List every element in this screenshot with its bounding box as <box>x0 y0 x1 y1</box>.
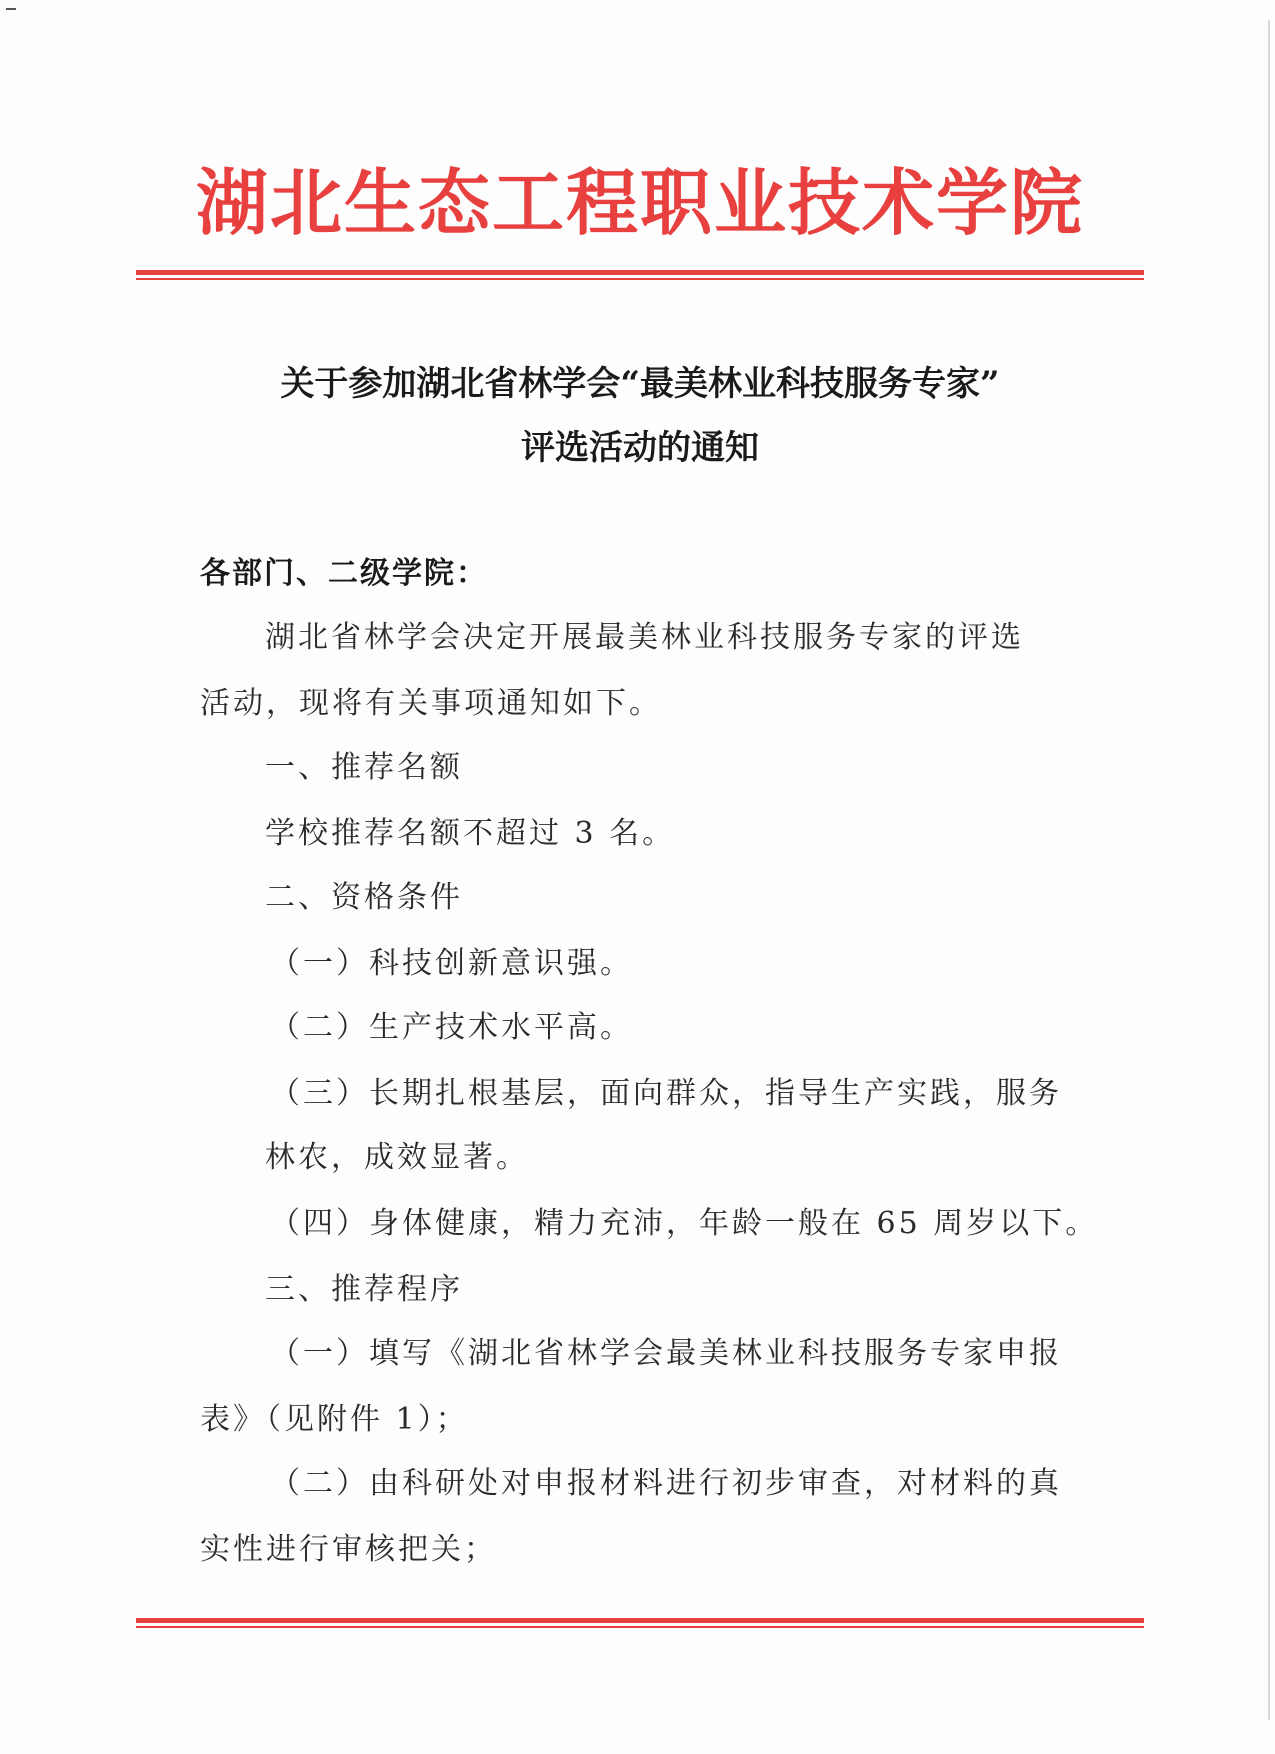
letterhead-org-name: 湖北生态工程职业技术学院 <box>195 161 1084 245</box>
list-item-continuation: 林农，成效显著。 <box>265 1140 529 1175</box>
document-title-line-1: 关于参加湖北省林学会“最美林业科技服务专家” <box>280 364 1000 404</box>
body-line: 学校推荐名额不超过 3 名。 <box>265 816 676 851</box>
list-item: （二）由科研处对申报材料进行初步审查，对材料的真 <box>270 1466 1062 1501</box>
list-item: （三）长期扎根基层，面向群众，指导生产实践，服务 <box>270 1076 1062 1111</box>
document-title-line-2: 评选活动的通知 <box>521 428 759 468</box>
list-item: （一）填写《湖北省林学会最美林业科技服务专家申报 <box>270 1336 1062 1371</box>
body-line: 活动，现将有关事项通知如下。 <box>200 686 662 721</box>
salutation: 各部门、二级学院： <box>200 556 488 591</box>
list-item-continuation: 实性进行审核把关； <box>200 1532 497 1567</box>
scan-edge-shadow <box>1268 20 1270 1720</box>
section-heading: 三、推荐程序 <box>265 1272 463 1307</box>
footer-red-rule <box>136 1618 1144 1628</box>
list-item: （二）生产技术水平高。 <box>270 1010 633 1045</box>
scan-corner-mark <box>6 8 16 14</box>
list-item: （一）科技创新意识强。 <box>270 946 633 981</box>
body-line: 湖北省林学会决定开展最美林业科技服务专家的评选 <box>265 620 1024 655</box>
section-heading: 二、资格条件 <box>265 880 463 915</box>
list-item-continuation: 表》（见附件 1）； <box>200 1402 469 1437</box>
letterhead-red-rule <box>136 270 1144 280</box>
list-item: （四）身体健康，精力充沛，年龄一般在 65 周岁以下。 <box>270 1206 1099 1241</box>
section-heading: 一、推荐名额 <box>265 750 463 785</box>
